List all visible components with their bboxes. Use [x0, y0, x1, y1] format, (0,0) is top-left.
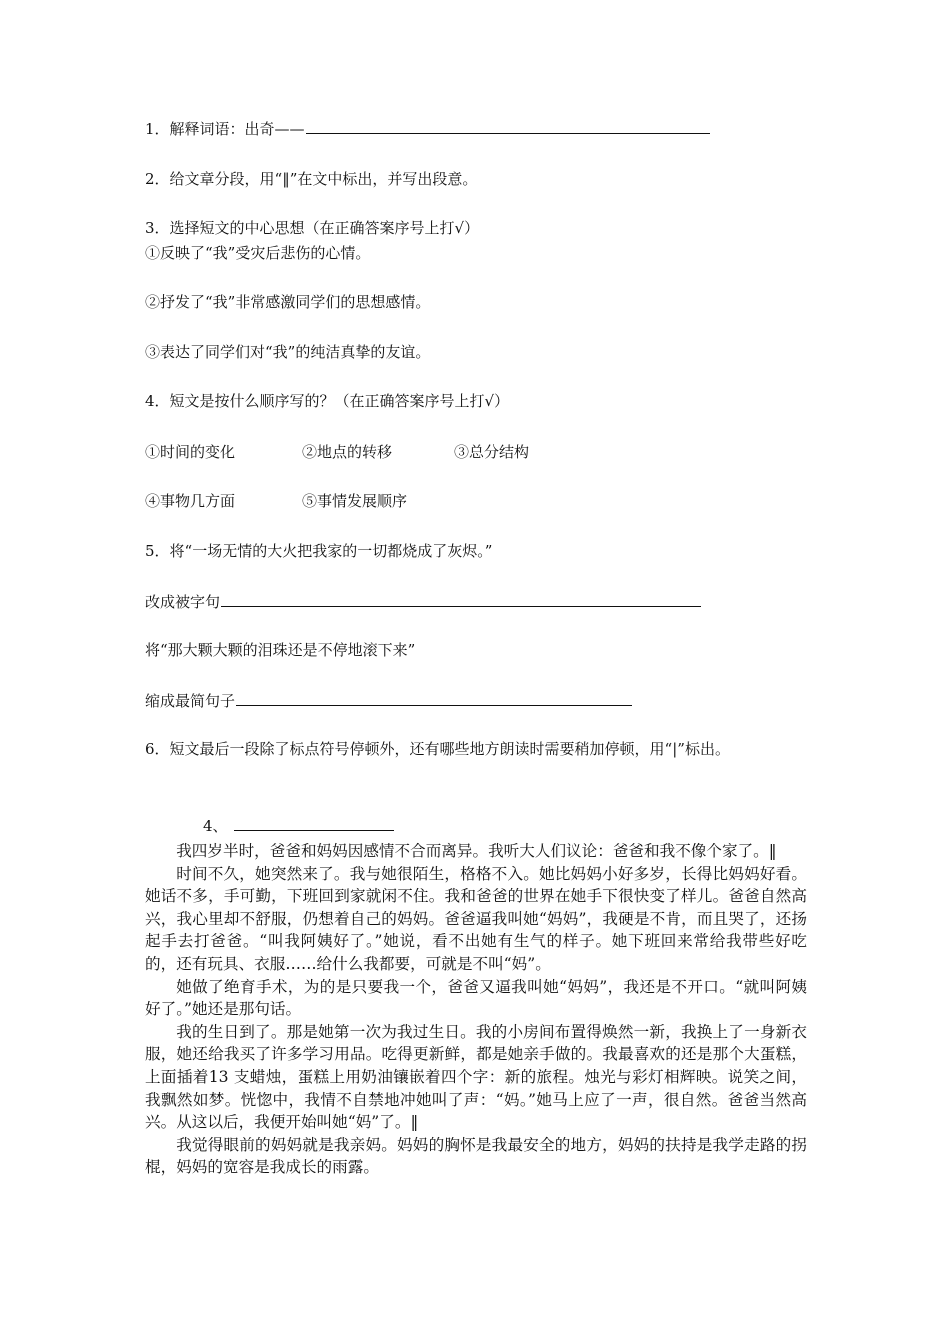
- question-3: 3．选择短文的中心思想（在正确答案序号上打√）: [145, 219, 480, 237]
- question-4: 4．短文是按什么顺序写的？（在正确答案序号上打√）: [145, 392, 510, 410]
- question-4-option-2[interactable]: ②地点的转移: [302, 443, 393, 461]
- answer-blank-5a[interactable]: [221, 591, 701, 607]
- question-4-option-4[interactable]: ④事物几方面: [145, 492, 236, 510]
- question-5-passive-line: [145, 591, 701, 612]
- question-5-part-2: 将“那大颗大颗的泪珠还是不停地滚下来”: [145, 641, 416, 659]
- question-3-option-1[interactable]: ①反映了“我”受灾后悲伤的心情。: [145, 244, 371, 262]
- question-2: 2．给文章分段，用“‖”在文中标出，并写出段意。: [145, 170, 478, 188]
- question-4-options-row-2: [145, 491, 407, 511]
- passage-number: 4、: [203, 817, 228, 835]
- question-5: 5．将“一场无情的大火把我家的一切都烧成了灰烬。”: [145, 542, 493, 560]
- question-5-passive-label: 改成被字句: [145, 593, 221, 611]
- passage-title-blank[interactable]: [234, 815, 394, 831]
- question-1: [145, 118, 710, 139]
- question-1-text: 1．解释词语：出奇——: [145, 120, 305, 138]
- question-4-option-5[interactable]: ⑤事情发展顺序: [302, 492, 408, 510]
- question-4-option-1[interactable]: ①时间的变化: [145, 443, 236, 461]
- passage-paragraph: 我觉得眼前的妈妈就是我亲妈。妈妈的胸怀是我最安全的地方，妈妈的扶持是我学走路的拐棍，妈妈的宽容是我成长的雨露。: [145, 1135, 807, 1177]
- passage-title-line: [203, 815, 394, 836]
- passage-paragraph: 我四岁半时，爸爸和妈妈因感情不合而离异。我听大人们议论：爸爸和我不像个家了。‖: [176, 842, 777, 860]
- question-4-option-3[interactable]: ③总分结构: [454, 443, 530, 461]
- question-5-shorten-line: [145, 690, 632, 711]
- question-6: 6．短文最后一段除了标点符号停顿外，还有哪些地方朗读时需要稍加停顿，用“|”标出。: [145, 740, 730, 758]
- passage-text: [145, 840, 807, 1179]
- passage-paragraph: 她做了绝育手术，为的是只要我一个，爸爸又逼我叫她“妈妈”，我还是不开口。“就叫阿姨好了。”她还是那句话。: [145, 977, 807, 1019]
- passage-paragraph: 时间不久，她突然来了。我与她很陌生，格格不入。她比妈妈小好多岁，长得比妈妈好看。她话不多，手可勤，下班回到家就闲不住。我和爸爸的世界在她手下很快变了样儿。爸爸自然高兴，我心里却不舒服，仍想着自己的妈妈。爸爸逼我叫她“妈妈”，我硬是不肯，而且哭了，还扬起手去打爸爸。“叫我阿姨好了。”她说，看不出她有生气的样子。她下班回来常给我带些好吃的，还有玩具、衣服……给什么我都要，可就是不叫“妈”。: [145, 864, 807, 973]
- answer-blank-1[interactable]: [306, 118, 710, 134]
- question-5-shorten-label: 缩成最简句子: [145, 692, 236, 710]
- passage-paragraph: 我的生日到了。那是她第一次为我过生日。我的小房间布置得焕然一新，我换上了一身新衣服，她还给我买了许多学习用品。吃得更新鲜，都是她亲手做的。我最喜欢的还是那个大蛋糕，上面插着13 支蜡烛，蛋糕上用奶油镶嵌着四个字：新的旅程。烛光与彩灯相辉映。说笑之间，我飘然如梦。恍惚中，我情不自禁地冲她叫了声：“妈。”她马上应了一声，很自然。爸爸当然高兴。从这以后，我便开始叫她“妈”了。‖: [145, 1022, 807, 1132]
- question-3-option-2[interactable]: ②抒发了“我”非常感激同学们的思想感情。: [145, 293, 431, 311]
- question-4-options-row-1: [145, 442, 529, 462]
- question-3-option-3[interactable]: ③表达了同学们对“我”的纯洁真挚的友谊。: [145, 343, 431, 361]
- answer-blank-5b[interactable]: [236, 690, 632, 706]
